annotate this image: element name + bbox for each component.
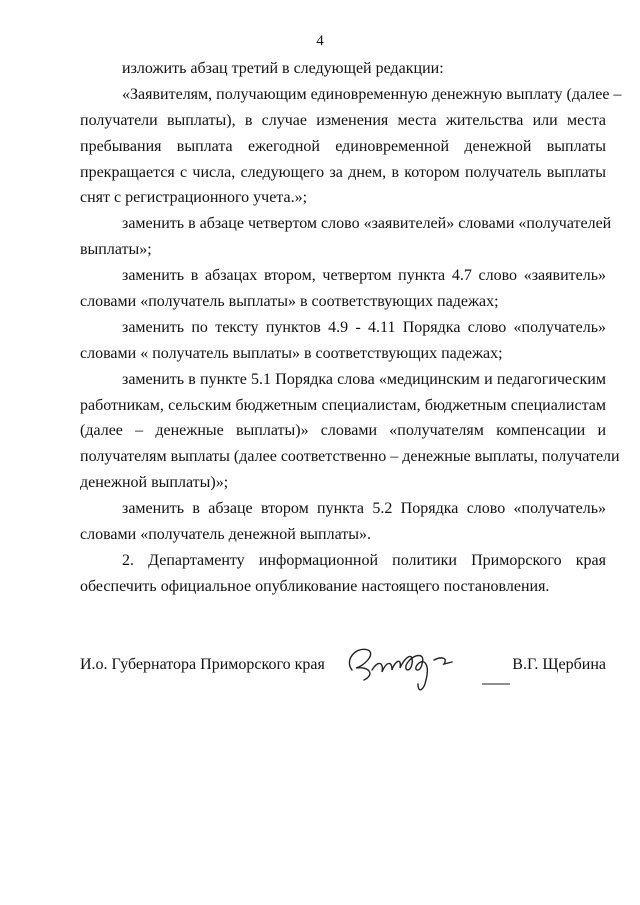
paragraph-line: изложить абзац третий в следующей редакции: <box>122 60 444 77</box>
page-number: 4 <box>316 33 324 49</box>
paragraph <box>80 367 620 496</box>
paragraph-line: выплаты»; <box>80 241 152 259</box>
signatory-title: И.о. Губернатора Приморского края <box>80 656 325 673</box>
paragraph <box>80 56 606 82</box>
paragraph-line: снят с регистрационного учета.»; <box>80 189 308 207</box>
paragraph-line: денежной выплаты)»; <box>80 474 229 492</box>
paragraph-line: обеспечить официальное опубликование настоящего постановления. <box>80 577 550 595</box>
paragraph-line: получатели выплаты), в случае изменения места жительства или места <box>80 111 606 129</box>
paragraph-line: заменить в абзаце втором пункта 5.2 Порядка слово «получатель» <box>122 500 606 518</box>
signature-block <box>80 648 606 688</box>
paragraph-line: заменить по тексту пунктов 4.9 - 4.11 Порядка слово «получатель» <box>122 318 606 336</box>
paragraph-line: словами «получатель денежной выплаты». <box>80 526 372 544</box>
paragraph <box>80 82 622 211</box>
signatory-name: В.Г. Щербина <box>512 656 606 673</box>
paragraph-line: 2. Департаменту информационной политики Приморского края <box>122 551 606 569</box>
paragraph <box>80 548 606 600</box>
paragraph-line: прекращается с числа, следующего за днем, в котором получатель выплаты <box>80 163 606 181</box>
paragraph <box>80 211 612 263</box>
paragraph-line: получателям выплаты (далее соответственно – денежные выплаты, получатели <box>80 448 620 466</box>
paragraph-line: работникам, сельским бюджетным специалистам, бюджетным специалистам <box>80 396 606 414</box>
document-body <box>80 56 622 600</box>
paragraph-line: заменить в абзаце четвертом слово «заявителей» словами «получателей <box>122 215 612 233</box>
paragraph-line: «Заявителям, получающим единовременную денежную выплату (далее – <box>122 85 622 103</box>
handwritten-signature <box>342 640 522 696</box>
paragraph-line: (далее – денежные выплаты)» словами «получателям компенсации и <box>80 422 606 440</box>
paragraph <box>80 263 606 315</box>
paragraph-line: заменить в пункте 5.1 Порядка слова «медицинским и педагогическим <box>122 370 606 388</box>
paragraph-line: пребывания выплата ежегодной единовременной денежной выплаты <box>80 137 606 155</box>
paragraph-line: словами « получатель выплаты» в соответствующих падежах; <box>80 344 503 362</box>
paragraph-line: словами «получатель выплаты» в соответствующих падежах; <box>80 293 499 311</box>
paragraph-line: заменить в абзацах втором, четвертом пункта 4.7 слово «заявитель» <box>122 267 606 285</box>
paragraph <box>80 496 606 548</box>
paragraph <box>80 315 606 367</box>
